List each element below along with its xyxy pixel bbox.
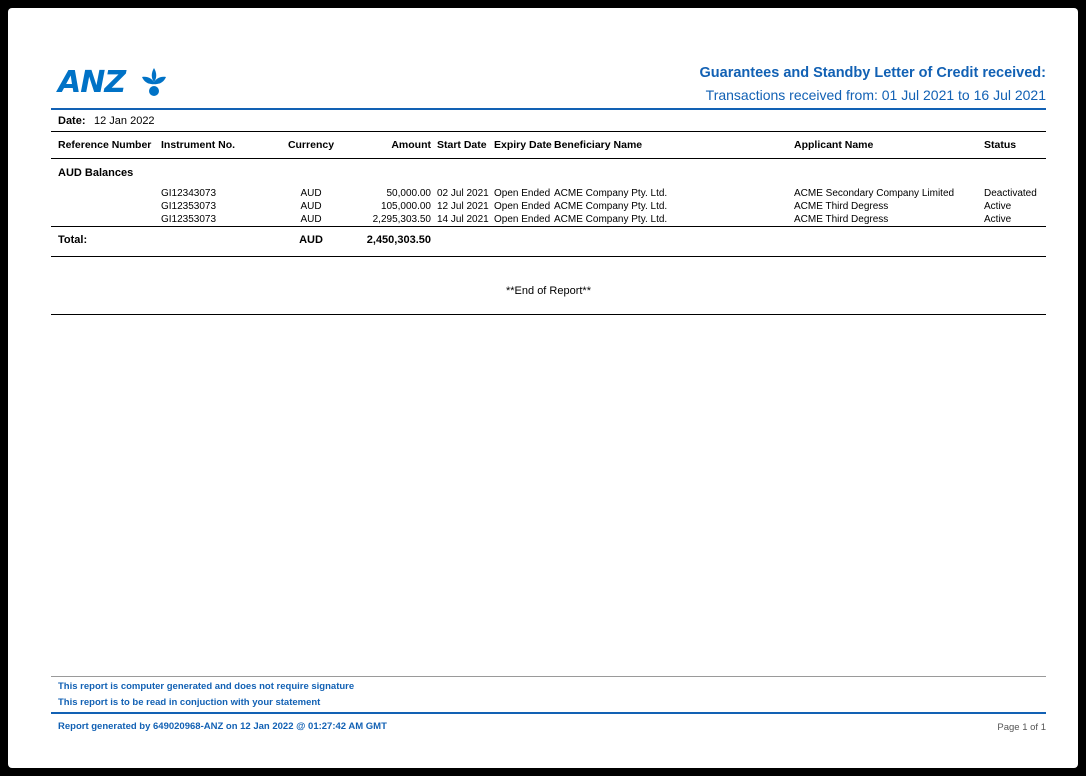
report-subtitle: Transactions received from: 01 Jul 2021 to 16 Jul 2021 xyxy=(705,87,1046,103)
date-row-divider xyxy=(51,131,1046,132)
cell-start-date: 14 Jul 2021 xyxy=(437,214,489,225)
cell-amount: 50,000.00 xyxy=(386,188,431,199)
report-content xyxy=(51,8,1046,768)
cell-start-date: 02 Jul 2021 xyxy=(437,188,489,199)
cell-expiry-date: Open Ended xyxy=(494,214,551,225)
report-title-block xyxy=(700,63,1046,105)
cell-status: Deactivated xyxy=(984,188,1037,199)
report-page xyxy=(8,8,1078,768)
anz-logo xyxy=(58,65,178,101)
cell-reference-number xyxy=(51,213,161,227)
cell-applicant-name: ACME Third Degress xyxy=(794,214,889,225)
cell-start-date: 12 Jul 2021 xyxy=(437,201,489,212)
cell-instrument-no: GI12353073 xyxy=(161,201,217,212)
total-label: Total: xyxy=(58,234,88,246)
column-header-instrument-no: Instrument No. xyxy=(161,139,236,151)
footer-note-1: This report is computer generated and does not require signature xyxy=(58,681,355,692)
anz-logo-text: ANZ xyxy=(58,65,126,100)
total-row xyxy=(51,227,1046,253)
cell-amount: 105,000.00 xyxy=(380,201,431,212)
total-divider-bottom xyxy=(51,256,1046,257)
column-header-beneficiary-name: Beneficiary Name xyxy=(554,139,643,151)
report-title: Guarantees and Standby Letter of Credit received: xyxy=(699,65,1046,81)
cell-expiry-date: Open Ended xyxy=(494,188,551,199)
footer-note-2: This report is to be read in conjuction with your statement xyxy=(58,697,321,708)
cell-instrument-no: GI12353073 xyxy=(161,214,217,225)
cell-beneficiary-name: ACME Company Pty. Ltd. xyxy=(554,201,668,212)
cell-beneficiary-name: ACME Company Pty. Ltd. xyxy=(554,214,668,225)
report-header xyxy=(51,53,1046,108)
header-divider xyxy=(51,108,1046,110)
total-currency: AUD xyxy=(299,234,323,246)
end-of-report-text: **End of Report** xyxy=(506,285,591,297)
table-row xyxy=(51,187,1046,200)
footer-generated-text: Report generated by 649020968-ANZ on 12 Jan 2022 @ 01:27:42 AM GMT xyxy=(58,721,387,732)
column-header-expiry-date: Expiry Date xyxy=(494,139,552,151)
table-header-row xyxy=(51,139,1046,159)
table-row xyxy=(51,213,1046,227)
column-header-currency: Currency xyxy=(287,139,335,151)
cell-applicant-name: ACME Secondary Company Limited xyxy=(794,188,955,199)
cell-applicant-name: ACME Third Degress xyxy=(794,201,889,212)
cell-expiry-date: Open Ended xyxy=(494,201,551,212)
date-value: 12 Jan 2022 xyxy=(94,115,155,127)
column-header-applicant-name: Applicant Name xyxy=(794,139,874,151)
cell-currency: AUD xyxy=(300,201,322,212)
table-row xyxy=(51,200,1046,213)
total-amount: 2,450,303.50 xyxy=(366,234,431,246)
cell-currency: AUD xyxy=(300,214,322,225)
transactions-table xyxy=(51,139,1046,253)
column-header-amount: Amount xyxy=(391,139,431,151)
cell-instrument-no: GI12343073 xyxy=(161,188,217,199)
column-header-reference-number: Reference Number xyxy=(58,139,152,151)
column-header-status: Status xyxy=(984,139,1017,151)
cell-status: Active xyxy=(984,201,1012,212)
group-row-aud-balances xyxy=(51,159,1046,187)
column-header-start-date: Start Date xyxy=(437,139,487,151)
anz-lotus-icon xyxy=(140,67,168,97)
report-body-bottom-divider xyxy=(51,314,1046,315)
cell-reference-number xyxy=(51,200,161,213)
cell-reference-number xyxy=(51,187,161,200)
cell-status: Active xyxy=(984,214,1012,225)
cell-amount: 2,295,303.50 xyxy=(372,214,431,225)
group-label: AUD Balances xyxy=(58,167,134,179)
footer-divider xyxy=(51,712,1046,714)
cell-beneficiary-name: ACME Company Pty. Ltd. xyxy=(554,188,668,199)
footer-page-number: Page 1 of 1 xyxy=(997,722,1046,733)
cell-currency: AUD xyxy=(300,188,322,199)
footer-top-divider xyxy=(51,676,1046,677)
date-label: Date: xyxy=(58,115,86,127)
date-row xyxy=(51,114,1046,130)
